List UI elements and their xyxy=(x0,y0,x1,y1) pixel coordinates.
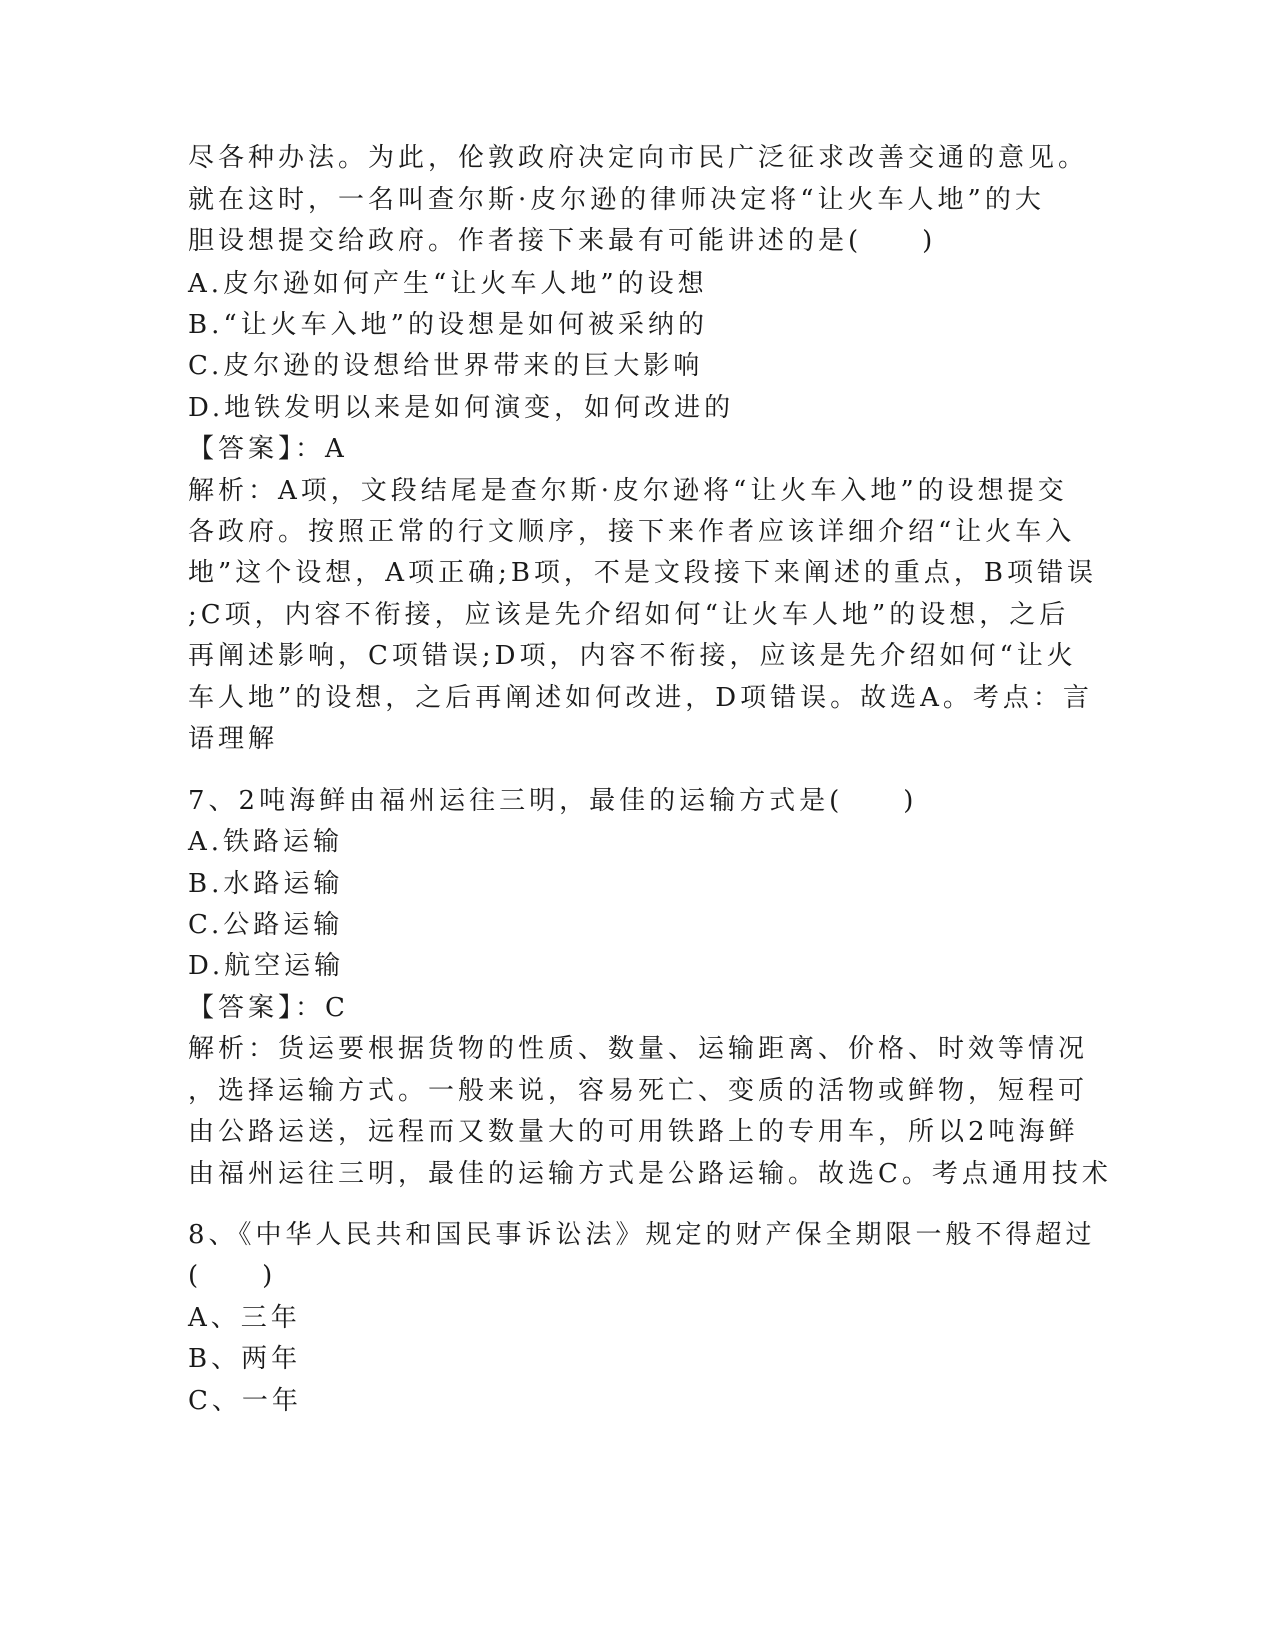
analysis-line: 车人地”的设想，之后再阐述如何改进，D项错误。故选A。考点：言 xyxy=(188,683,1093,713)
option-b: B、两年 xyxy=(188,1344,302,1374)
answer-label: 【答案】：A xyxy=(188,434,348,464)
analysis-line: 解析：货运要根据货物的性质、数量、运输距离、价格、时效等情况 xyxy=(188,1034,1089,1064)
answer-label: 【答案】：C xyxy=(188,993,349,1023)
analysis-line: ，选择运输方式。一般来说，容易死亡、变质的活物或鲜物，短程可 xyxy=(188,1076,1089,1106)
option-d: D.地铁发明以来是如何演变，如何改进的 xyxy=(188,393,735,423)
option-b: B.“让火车入地”的设想是如何被采纳的 xyxy=(188,310,708,340)
option-c: C.皮尔逊的设想给世界带来的巨大影响 xyxy=(188,351,704,381)
analysis-line: 由福州运往三明，最佳的运输方式是公路运输。故选C。考点通用技术 xyxy=(188,1159,1112,1189)
question-stem-line: 8、《中华人民共和国民事诉讼法》规定的财产保全期限一般不得超过 xyxy=(188,1220,1096,1250)
option-b: B.水路运输 xyxy=(188,869,344,899)
option-a: A.铁路运输 xyxy=(188,827,344,857)
option-c: C.公路运输 xyxy=(188,910,344,940)
analysis-line: 语理解 xyxy=(188,724,279,754)
analysis-line: 再阐述影响，C项错误;D项，内容不衔接，应该是先介绍如何“让火 xyxy=(188,641,1077,671)
question-stem-line: 胆设想提交给政府。作者接下来最有可能讲述的是( ) xyxy=(188,226,937,256)
analysis-line: 各政府。按照正常的行文顺序，接下来作者应该详细介绍“让火车入 xyxy=(188,517,1076,547)
analysis-line: 地”这个设想，A项正确;B项，不是文段接下来阐述的重点，B项错误 xyxy=(188,558,1098,588)
question-stem: 7、2吨海鲜由福州运往三明，最佳的运输方式是( ) xyxy=(188,786,918,816)
option-d: D.航空运输 xyxy=(188,951,345,981)
question-stem-line: ( ) xyxy=(188,1261,277,1291)
question-stem-line: 就在这时，一名叫查尔斯·皮尔逊的律师决定将“让火车人地”的大 xyxy=(188,185,1045,215)
question-stem-line: 尽各种办法。为此，伦敦政府决定向市民广泛征求改善交通的意见。 xyxy=(188,143,1089,173)
option-a: A.皮尔逊如何产生“让火车人地”的设想 xyxy=(188,269,708,299)
option-c: C、一年 xyxy=(188,1386,302,1416)
analysis-line: 由公路运送，远程而又数量大的可用铁路上的专用车，所以2吨海鲜 xyxy=(188,1117,1079,1147)
analysis-line: 解析：A项，文段结尾是查尔斯·皮尔逊将“让火车入地”的设想提交 xyxy=(188,476,1068,506)
analysis-line: ;C项，内容不衔接，应该是先介绍如何“让火车人地”的设想，之后 xyxy=(188,600,1070,630)
option-a: A、三年 xyxy=(188,1303,301,1333)
